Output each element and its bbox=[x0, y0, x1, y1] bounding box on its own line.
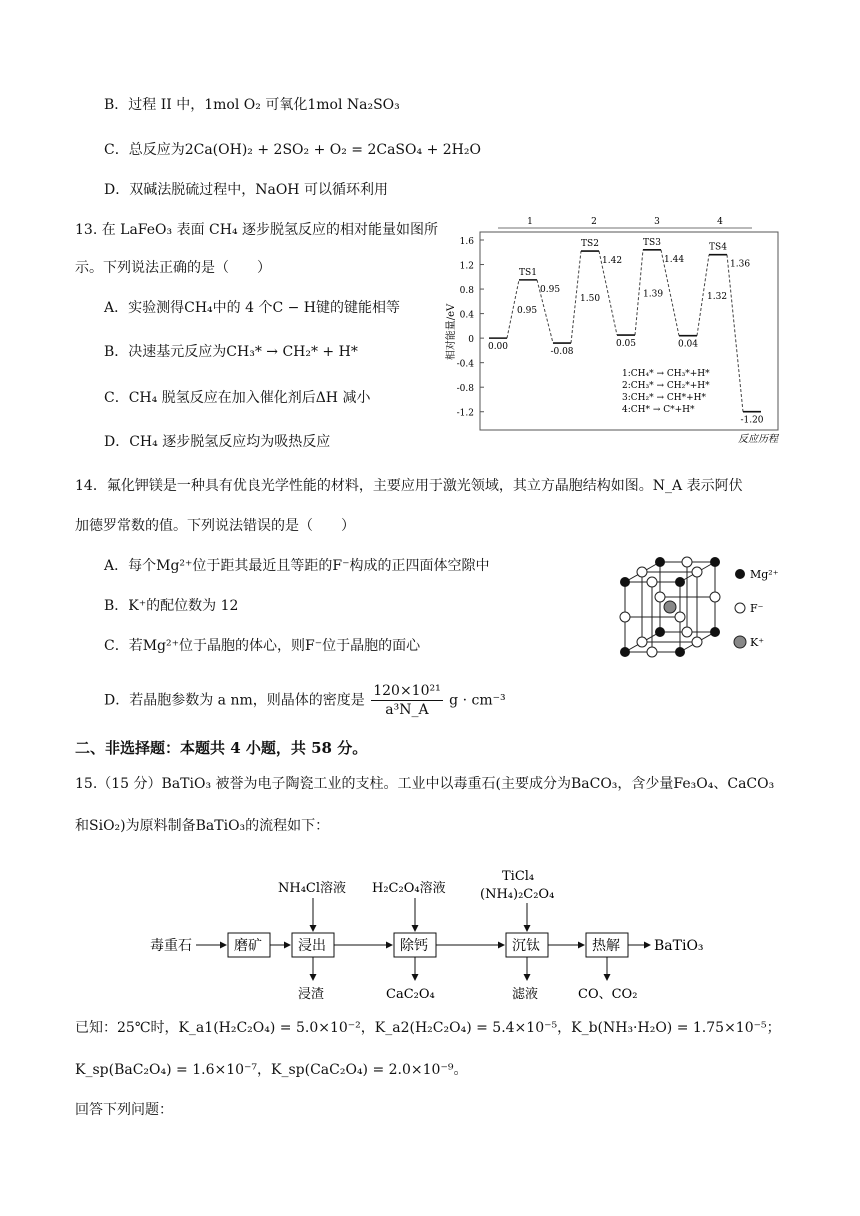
density-denominator: a³N_A bbox=[385, 702, 429, 718]
intermediate-energy-label: 0.00 bbox=[487, 342, 509, 353]
reaction-legend-entry: 1:CH₄* → CH₃*+H* bbox=[622, 369, 710, 379]
stage-label: 4 bbox=[717, 217, 723, 227]
path-connector bbox=[727, 255, 743, 412]
y-tick-label: -1.2 bbox=[456, 408, 474, 419]
ts-energy-value: 1.36 bbox=[730, 259, 751, 270]
flow-start-label: 毒重石 bbox=[150, 938, 192, 954]
output-residue: 浸渣 bbox=[298, 987, 325, 1002]
flow-end-label: BaTiO₃ bbox=[654, 938, 704, 954]
y-tick-label: 1.2 bbox=[459, 261, 474, 272]
q15-answer-prompt: 回答下列问题： bbox=[75, 1102, 173, 1118]
output-gases: CO、CO₂ bbox=[578, 987, 638, 1002]
intermediate-energy-label: -1.20 bbox=[740, 415, 764, 426]
intermediate-energy-label: 0.04 bbox=[677, 339, 699, 350]
legend-mg: Mg²⁺ bbox=[750, 568, 779, 581]
step-decalcify: 除钙 bbox=[400, 938, 428, 954]
step-leaching: 浸出 bbox=[298, 938, 326, 954]
path-connector bbox=[635, 250, 643, 335]
legend-k: K⁺ bbox=[750, 636, 765, 649]
q12-option-c: C．总反应为2Ca(OH)₂ + 2SO₂ + O₂ = 2CaSO₄ + 2H₂O bbox=[104, 142, 481, 158]
q15-stem-line2: 和SiO₂)为原料制备BaTiO₃的流程如下： bbox=[75, 818, 330, 834]
q14-option-d bbox=[104, 682, 506, 719]
density-numerator: 120×10²¹ bbox=[373, 683, 441, 699]
legend-mg-marker bbox=[735, 569, 745, 579]
stage-label: 2 bbox=[591, 217, 597, 227]
stage-label: 3 bbox=[654, 217, 660, 227]
input-h2c2o4: H₂C₂O₄溶液 bbox=[372, 881, 446, 896]
ts-label: TS2 bbox=[581, 239, 599, 250]
q14-option-c: C．若Mg²⁺位于晶胞的体心，则F⁻位于晶胞的面心 bbox=[104, 638, 421, 654]
q13-option-c: C．CH₄ 脱氢反应在加入催化剂后ΔH 减小 bbox=[104, 390, 371, 406]
section-heading: 二、非选择题：本题共 4 小题，共 58 分。 bbox=[75, 739, 368, 757]
crystal-cell-figure bbox=[610, 552, 790, 672]
step-grinding: 磨矿 bbox=[234, 938, 262, 954]
ts-label: TS3 bbox=[643, 237, 661, 248]
reaction-legend-entry: 2:CH₃* → CH₂*+H* bbox=[622, 381, 710, 391]
q15-known-line2: K_sp(BaC₂O₄) = 1.6×10⁻⁷，K_sp(CaC₂O₄) = 2.0×10⁻⁹。 bbox=[75, 1062, 468, 1078]
barrier-label: 0.95 bbox=[517, 306, 538, 316]
step-precipitate: 沉钛 bbox=[512, 938, 540, 954]
process-flowchart bbox=[150, 868, 730, 1008]
y-tick-label: 0.8 bbox=[459, 286, 474, 297]
energy-profile-chart bbox=[440, 212, 785, 447]
reaction-legend-entry: 3:CH₂* → CH*+H* bbox=[622, 393, 706, 403]
q13-option-a: A．实验测得CH₄中的 4 个C − H键的键能相等 bbox=[104, 300, 401, 316]
reaction-legend-entry: 4:CH* → C*+H* bbox=[622, 405, 695, 415]
intermediate-energy-label: 0.05 bbox=[615, 339, 637, 350]
output-filtrate: 滤液 bbox=[512, 987, 539, 1002]
y-tick-label: 1.6 bbox=[459, 237, 474, 247]
q13-option-d: D．CH₄ 逐步脱氢反应均为吸热反应 bbox=[104, 434, 331, 450]
barrier-label: 1.32 bbox=[707, 292, 728, 303]
barrier-label: 1.39 bbox=[643, 289, 664, 300]
x-axis-label: 反应历程 bbox=[738, 434, 778, 445]
y-tick-label: 0.4 bbox=[459, 310, 474, 321]
y-tick-label: 0 bbox=[468, 335, 474, 346]
y-axis-label: 相对能量/eV bbox=[446, 303, 457, 361]
input-nh4cl: NH₄Cl溶液 bbox=[278, 881, 347, 896]
barrier-label: 1.50 bbox=[580, 294, 601, 305]
legend-f-marker bbox=[735, 603, 745, 613]
input-nh4c2o4: (NH₄)₂C₂O₄ bbox=[480, 887, 555, 902]
q13-option-b: B．决速基元反应为CH₃* → CH₂* + H* bbox=[104, 344, 358, 360]
q12-option-d: D．双碱法脱硫过程中，NaOH 可以循环利用 bbox=[104, 182, 388, 198]
k-ion bbox=[664, 601, 676, 613]
q13-stem-line1: 13. 在 LaFeO₃ 表面 CH₄ 逐步脱氢反应的相对能量如图所 bbox=[75, 222, 439, 238]
crystal-legend bbox=[734, 568, 779, 649]
ts-label: TS4 bbox=[709, 242, 727, 253]
ts-label: TS1 bbox=[519, 267, 537, 278]
ts-energy-value: 0.95 bbox=[540, 284, 561, 295]
y-tick-label: -0.8 bbox=[456, 384, 474, 395]
q14-option-a: A．每个Mg²⁺位于距其最近且等距的F⁻构成的正四面体空隙中 bbox=[104, 558, 490, 574]
q14-option-d-text: D．若晶胞参数为 a nm，则晶体的密度是 bbox=[104, 692, 365, 709]
legend-k-marker bbox=[734, 636, 746, 648]
step-pyrolysis: 热解 bbox=[592, 938, 620, 954]
q15-known-line1: 已知：25℃时，K_a1(H₂C₂O₄) = 5.0×10⁻²，K_a2(H₂C₂O₄) = 5.4×10⁻⁵，K_b(NH₃·H₂O) = 1.75×10⁻⁵； bbox=[75, 1020, 781, 1036]
input-ticl4: TiCl₄ bbox=[502, 869, 535, 884]
stage-label: 1 bbox=[527, 217, 533, 227]
legend-f: F⁻ bbox=[750, 602, 764, 615]
q12-option-b: B．过程 II 中，1mol O₂ 可氧化1mol Na₂SO₃ bbox=[104, 97, 400, 113]
q14-stem-line2: 加德罗常数的值。下列说法错误的是（ ） bbox=[75, 518, 355, 534]
density-fraction bbox=[371, 682, 443, 719]
ts-energy-value: 1.42 bbox=[602, 256, 623, 267]
output-cac2o4: CaC₂O₄ bbox=[386, 987, 435, 1002]
q14-option-b: B．K⁺的配位数为 12 bbox=[104, 598, 239, 614]
y-tick-label: -0.4 bbox=[456, 359, 474, 370]
intermediate-energy-label: -0.08 bbox=[550, 347, 574, 358]
q13-stem-line2: 示。下列说法正确的是（ ） bbox=[75, 260, 271, 276]
q14-stem-line1: 14．氟化钾镁是一种具有优良光学性能的材料，主要应用于激光领域，其立方晶胞结构如图。N_A 表示阿伏 bbox=[75, 478, 743, 494]
density-unit: g · cm⁻³ bbox=[449, 692, 506, 709]
ts-energy-value: 1.44 bbox=[664, 254, 685, 265]
q15-stem-line1: 15.（15 分）BaTiO₃ 被誉为电子陶瓷工业的支柱。工业中以毒重石(主要成分为BaCO₃，含少量Fe₃O₄、CaCO₃ bbox=[75, 776, 775, 792]
